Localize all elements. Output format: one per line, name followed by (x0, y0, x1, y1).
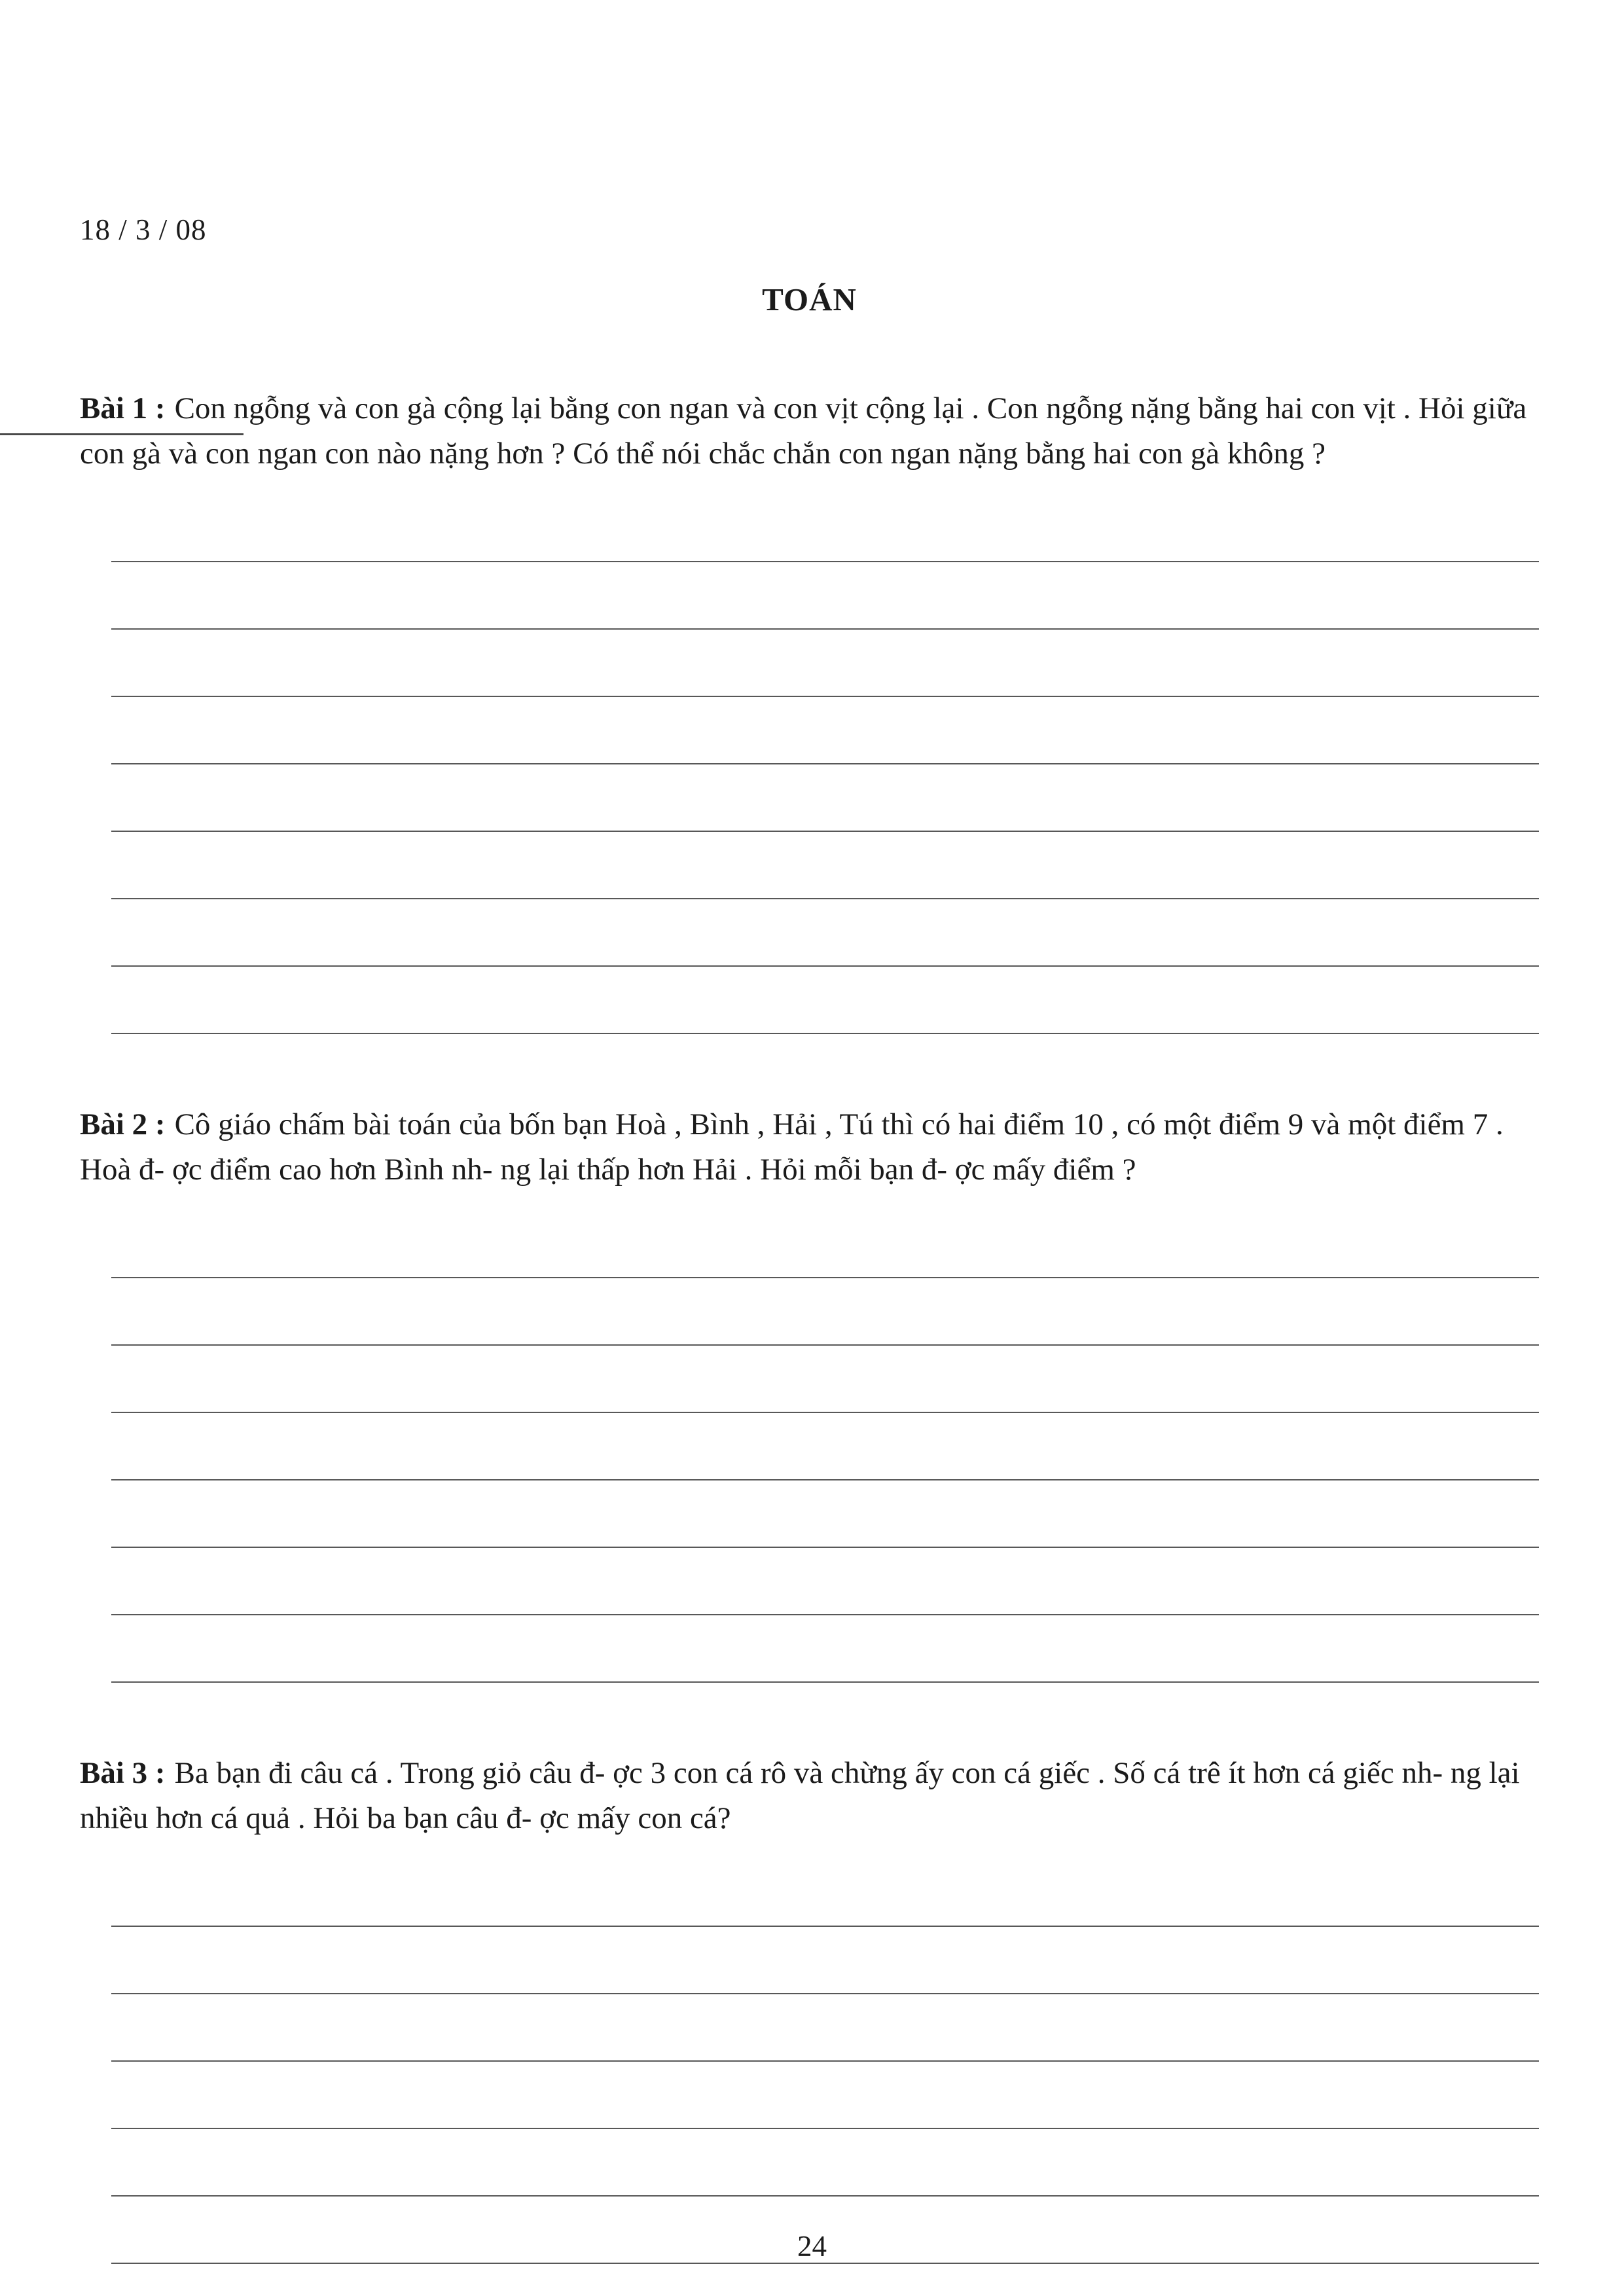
answer-line (111, 1480, 1539, 1548)
problem-3 (80, 1751, 1539, 2264)
answer-line (111, 832, 1539, 899)
answer-line (111, 562, 1539, 630)
answer-line (111, 1927, 1539, 1994)
answer-line (111, 1346, 1539, 1413)
problem-2-answer-lines (111, 1211, 1539, 1683)
problem-2-statement (80, 1102, 1539, 1193)
answer-line (111, 495, 1539, 562)
problem-3-text: Ba bạn đi câu cá . Trong giỏ câu đ- ợc 3 con cá rô và chừng ấy con cá giếc . Số cá trê ít hơn cá giếc nh- ng lại nhiều hơn cá quả . Hỏi ba bạn câu đ- ợc mấy con cá? (80, 1756, 1520, 1836)
problem-1-label: Bài 1 : (80, 391, 166, 425)
problem-3-statement (80, 1751, 1539, 1841)
problem-1-answer-lines (111, 495, 1539, 1034)
stray-underline-mark (0, 433, 244, 435)
problem-1-statement (80, 386, 1539, 476)
problem-2 (80, 1102, 1539, 1683)
answer-line (111, 899, 1539, 967)
problem-3-label: Bài 3 : (80, 1756, 166, 1791)
problem-1-text: Con ngỗng và con gà cộng lại bằng con ngan và con vịt cộng lại . Con ngỗng nặng bằng hai con vịt . Hỏi giữa con gà và con ngan con nào nặng hơn ? Có thể nói chắc chắn con ngan nặng bằng hai con gà không ? (80, 391, 1527, 471)
answer-line (111, 1548, 1539, 1615)
answer-line (111, 2062, 1539, 2129)
answer-line (111, 1994, 1539, 2062)
problem-2-text: Cô giáo chấm bài toán của bốn bạn Hoà , Bình , Hải , Tú thì có hai điểm 10 , có một điểm 9 và một điểm 7 . Hoà đ- ợc điểm cao hơn Bình nh- ng lại thấp hơn Hải . Hỏi mỗi bạn đ- ợc mấy điểm ? (80, 1107, 1504, 1187)
problem-3-answer-lines (111, 1859, 1539, 2264)
answer-line (111, 1211, 1539, 1278)
answer-line (111, 1859, 1539, 1927)
answer-line (111, 697, 1539, 764)
answer-line (111, 1278, 1539, 1346)
problem-2-label: Bài 2 : (80, 1107, 166, 1142)
answer-line (111, 764, 1539, 832)
page-number: 24 (797, 2230, 827, 2263)
page-title: TOÁN (762, 281, 857, 317)
answer-line (111, 2129, 1539, 2197)
answer-line (111, 967, 1539, 1034)
problem-1 (80, 386, 1539, 1034)
answer-line (111, 1615, 1539, 1683)
answer-line (111, 1413, 1539, 1480)
date-heading: 18 / 3 / 08 (80, 213, 207, 246)
answer-line (111, 630, 1539, 697)
